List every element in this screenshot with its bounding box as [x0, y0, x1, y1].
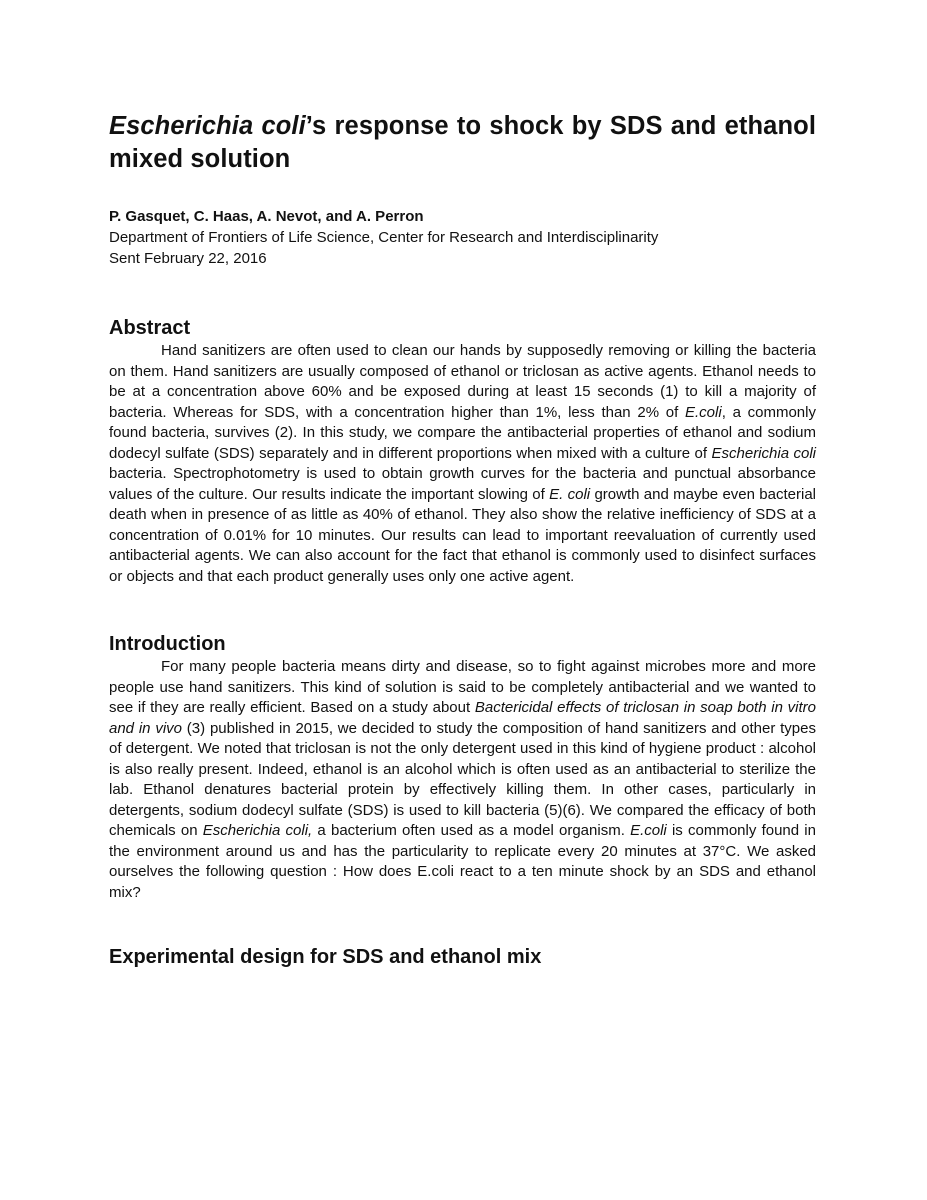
abstract-text-1: Hand sanitizers are often used to clean our hands by supposedly removing or killing the bacteria on them. Hand sanitizers are usually composed of ethanol or triclosan as active agents. Ethanol needs to be at a concentration above 60% and be exposed during at least 15 seconds (1) to kill a majority of bacteria. Whereas for SDS, with a concentration higher than 1%, less than 2% of — [109, 342, 816, 421]
abstract-text-3: bacteria. Spectrophotometry is used to obtain growth curves for the bacteria and punctual absorbance values of the culture. Our results indicate the important slowing of — [109, 465, 816, 503]
sent-date: Sent February 22, 2016 — [109, 250, 267, 267]
intro-italic-2: Escherichia coli, — [202, 822, 313, 839]
abstract-italic-3: E. coli — [549, 485, 591, 503]
authors: P. Gasquet, C. Haas, A. Nevot, and A. Perron — [109, 208, 424, 225]
page-content — [109, 110, 816, 970]
paper-title — [109, 110, 816, 176]
experimental-heading: Experimental design for SDS and ethanol mix — [109, 946, 542, 968]
intro-italic-3: E.coli — [630, 822, 667, 839]
abstract-text-2: , a commonly found bacteria, survives (2). In this study, we compare the antibacterial properties of ethanol and sodium dodecyl sulfate (SDS) separately and in different proportions when mixed with a culture of — [109, 403, 816, 462]
intro-text-4: is commonly found in the environment around us and has the particularity to replicate every 20 minutes at 37°C. We asked ourselves the following question : How does E.coli react to a ten minute shock by an SDS and ethanol mix? — [109, 822, 816, 901]
abstract-italic-2: Escherichia coli — [711, 444, 817, 462]
intro-italic-1: Bactericidal effects of triclosan in soap both in vitro and in vivo — [109, 699, 816, 737]
introduction-paragraph — [109, 657, 816, 903]
affiliation: Department of Frontiers of Life Science, Center for Research and Interdisciplinarity — [109, 229, 659, 246]
introduction-heading: Introduction — [109, 633, 226, 655]
abstract-italic-1: E.coli — [685, 403, 722, 421]
abstract-text-4: growth and maybe even bacterial death when in presence of as little as 40% of ethanol. They also show the relative inefficiency of SDS at a concentration of 0.01% for 10 minutes. Our results can lead to important reevaluation of currently used antibacterial agents. We can also account for the fact that ethanol is commonly used to disinfect surfaces or objects and that each product generally uses only one active agent. — [109, 485, 816, 585]
abstract-paragraph — [109, 341, 816, 587]
intro-text-2: (3) published in 2015, we decided to study the composition of hand sanitizers and other types of detergent. We noted that triclosan is not the only detergent used in this kind of hygiene product : alcohol is also really present. Indeed, ethanol is an alcohol which is often used as an antibacterial to sterilize the lab. Ethanol denatures bacterial protein by effectively killing them. In other cases, particularly in detergents, sodium dodecyl sulfate (SDS) is used to kill bacteria (5)(6). We compared the efficacy of both chemicals on — [109, 719, 816, 839]
intro-text-1: For many people bacteria means dirty and disease, so to fight against microbes more and more people use hand sanitizers. This kind of solution is said to be completely antibacterial and we wanted to see if they are really efficient. Based on a study about — [109, 658, 816, 716]
intro-text-3: a bacterium often used as a model organism. — [312, 822, 631, 839]
title-species-italic: Escherichia coli — [109, 112, 306, 140]
abstract-heading: Abstract — [109, 317, 191, 339]
title-rest: ’s response to shock by SDS and ethanol mixed solution — [109, 112, 817, 173]
